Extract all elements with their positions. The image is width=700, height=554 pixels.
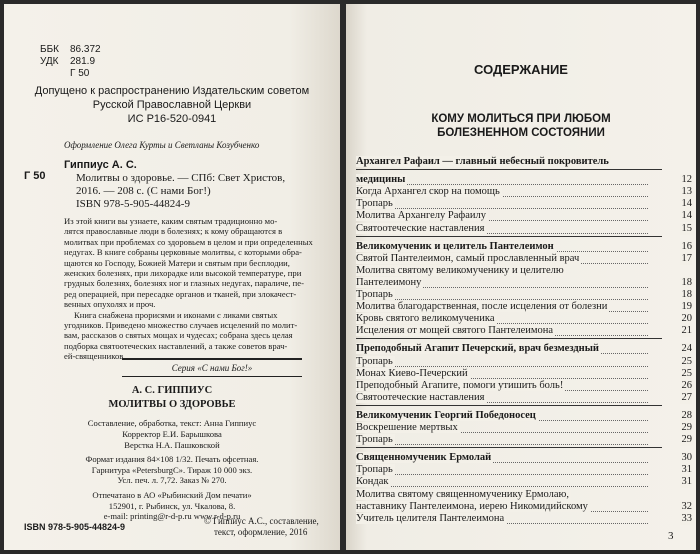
contents-heading: СОДЕРЖАНИЕ bbox=[474, 62, 568, 77]
g50-small: Г 50 bbox=[70, 68, 90, 79]
toc-entry-text: Молитва святому великомученику и целителю bbox=[356, 264, 564, 276]
toc-entry-text: Великомученик Георгий Победоносец bbox=[356, 409, 536, 421]
toc-entry[interactable] bbox=[356, 464, 648, 476]
citation-line: Молитвы о здоровье. — СПб: Свет Христов, bbox=[76, 172, 286, 184]
divider bbox=[122, 376, 302, 377]
toc-entry[interactable] bbox=[356, 392, 648, 404]
toc-page-number: 31 bbox=[681, 476, 692, 488]
section-separator bbox=[356, 405, 662, 406]
annotation-line: Из этой книги вы узнаете, каким святым традиционно мо- bbox=[64, 216, 278, 226]
toc-entry[interactable] bbox=[356, 223, 648, 235]
format-line: Формат издания 84×108 1/32. Печать офсетная. bbox=[85, 454, 259, 464]
toc-entry-text: Воскрешение мертвых bbox=[356, 422, 458, 433]
toc-page-number: 29 bbox=[681, 434, 692, 446]
toc-page-number: 25 bbox=[681, 367, 692, 379]
approval-line: Русской Православной Церкви bbox=[92, 99, 252, 111]
annotation-line: недугах. В книге собраны церковные молитвы, с которыми обра- bbox=[64, 247, 302, 258]
toc-page-number: 17 bbox=[681, 252, 692, 264]
toc-entry[interactable] bbox=[356, 277, 648, 289]
section-separator bbox=[356, 236, 662, 237]
credits-block bbox=[4, 418, 340, 451]
toc-entry-text: Исцеления от мощей святого Пантелеимона bbox=[356, 325, 554, 337]
toc-entry[interactable] bbox=[356, 476, 648, 488]
toc-entry[interactable] bbox=[356, 325, 648, 337]
toc-entry[interactable] bbox=[356, 313, 648, 325]
annotation-line: щаются ко Господу, Божией Матери и святым при бесплодии, bbox=[64, 257, 290, 268]
approval-line: Допущено к распространению Издательским советом bbox=[34, 85, 310, 97]
annotation-line: подборка святоотеческих наставлений, а также советов врач- bbox=[64, 340, 288, 351]
toc-page-number: 24 bbox=[681, 343, 692, 355]
copyright-line: © Гиппиус А.С., составление, bbox=[204, 516, 319, 526]
isbn-bottom: ISBN 978-5-905-44824-9 bbox=[24, 522, 126, 532]
toc-page-number: 18 bbox=[681, 289, 692, 300]
toc-entry-text: Пантелеимону bbox=[356, 276, 422, 288]
toc-entry-text: Учитель целителя Пантелеимона bbox=[356, 512, 505, 524]
toc-entry[interactable] bbox=[356, 174, 648, 186]
section-title-line: КОМУ МОЛИТЬСЯ ПРИ ЛЮБОМ bbox=[431, 113, 611, 125]
udk-value: 281.9 bbox=[70, 56, 96, 67]
annotation-line: вам, рассказов о святых мощах и чудесах; собрана здесь целая bbox=[64, 330, 293, 341]
citation-line: 2016. — 208 с. (С нами Бог!) bbox=[76, 185, 211, 197]
annotation-line: грудных болезнях, болезнях ног и глазных недугах, параличе, пе- bbox=[64, 278, 304, 289]
toc-entry-text: Монах Киево-Печерский bbox=[356, 367, 468, 379]
toc-page-number: 26 bbox=[681, 379, 692, 391]
printer-line: Отпечатано в АО «Рыбинский Дом печати» bbox=[92, 490, 252, 500]
toc-page-number: 19 bbox=[681, 301, 692, 313]
annotation-line: лятся православные люди в болезнях; к кому обращаются в bbox=[64, 226, 283, 237]
annotation-block bbox=[64, 216, 326, 362]
page-number: 3 bbox=[668, 530, 674, 542]
printer-line: e-mail: printing@r-d-p.ru www.r-d-p.ru bbox=[103, 511, 241, 521]
toc-entry[interactable] bbox=[356, 489, 648, 501]
toc-page-number: 21 bbox=[681, 325, 692, 337]
toc-page-number: 20 bbox=[681, 313, 692, 325]
section-title bbox=[346, 112, 696, 140]
toc-page-number: 15 bbox=[681, 222, 692, 234]
divider bbox=[122, 358, 302, 360]
citation-block bbox=[76, 172, 285, 211]
section-separator bbox=[356, 169, 662, 170]
toc-entry-text: Тропарь bbox=[356, 198, 393, 210]
copyright-line: текст, оформление, 2016 bbox=[214, 527, 308, 537]
copyright-block bbox=[204, 516, 319, 538]
toc-entry-text: Молитва Архангелу Рафаилу bbox=[356, 210, 486, 222]
compilation-line: Составление, обработка, текст: Анна Гиппиус bbox=[87, 418, 257, 428]
toc-page-number: 25 bbox=[681, 355, 692, 367]
toc-page-number: 13 bbox=[681, 186, 692, 198]
bbk-label: ББК bbox=[40, 44, 59, 55]
approval-block bbox=[4, 84, 340, 126]
toc-entry-text: Кровь святого великомученика bbox=[356, 313, 495, 325]
toc-entry[interactable] bbox=[356, 410, 648, 422]
contents-page bbox=[346, 4, 696, 550]
toc-entry-text: Тропарь bbox=[356, 289, 393, 300]
toc-page-number: 33 bbox=[681, 512, 692, 524]
bbk-value: 86.372 bbox=[70, 44, 101, 55]
toc-page-number: 30 bbox=[681, 452, 692, 464]
toc-entry-text: Святоотеческие наставления bbox=[356, 391, 485, 403]
toc-entry[interactable] bbox=[356, 501, 648, 513]
book-title: МОЛИТВЫ О ЗДОРОВЬЕ bbox=[108, 399, 236, 410]
book-title-block bbox=[4, 384, 340, 412]
imprint-page bbox=[4, 4, 340, 550]
layout-line: Верстка Н.А. Пашковской bbox=[124, 440, 220, 450]
toc-entry-text: Тропарь bbox=[356, 434, 393, 446]
annotation-line: венных опухолях и проч. bbox=[64, 299, 156, 310]
section-separator bbox=[356, 338, 662, 339]
toc-page-number: 32 bbox=[681, 500, 692, 512]
toc-entry-text: Кондак bbox=[356, 476, 389, 488]
toc-page-number: 14 bbox=[681, 198, 692, 210]
toc-entry[interactable] bbox=[356, 356, 648, 368]
toc-entry-text: Когда Архангел скор на помощь bbox=[356, 186, 500, 198]
annotation-line: Книга снабжена прорисями и иконами с ликами святых bbox=[74, 309, 278, 320]
format-block bbox=[4, 454, 340, 486]
toc-page-number: 28 bbox=[681, 409, 692, 421]
toc-page-number: 18 bbox=[681, 276, 692, 288]
toc-entry-text: Тропарь bbox=[356, 464, 393, 476]
series-line: Серия «С нами Бог!» bbox=[171, 363, 253, 373]
toc-entry[interactable] bbox=[356, 265, 648, 277]
toc-page-number: 29 bbox=[681, 422, 692, 433]
toc-entry-text: Великомученик и целитель Пантелеимон bbox=[356, 240, 554, 252]
toc-entry[interactable] bbox=[356, 513, 648, 525]
toc-entry[interactable] bbox=[356, 253, 648, 265]
author-line: Гиппиус А. С. bbox=[64, 159, 137, 171]
toc-page-number: 12 bbox=[681, 174, 692, 186]
format-line: Усл. печ. л. 7,72. Заказ № 270. bbox=[117, 475, 227, 485]
toc-entry[interactable] bbox=[356, 452, 648, 464]
annotation-line: ред операцией, при пересадке органов и тканей, при злокачест- bbox=[64, 288, 297, 299]
toc-entry[interactable] bbox=[356, 380, 648, 392]
toc-entry-text: наставнику Пантелеимона, иерею Никомидийскому bbox=[356, 500, 588, 512]
annotation-line: ей-священников. bbox=[64, 351, 126, 362]
annotation-line: женских болезнях, при лихорадке или высокой температуре, при bbox=[64, 268, 302, 279]
udk-label: УДК bbox=[40, 56, 59, 67]
section-separator bbox=[356, 447, 662, 448]
design-credit: Оформление Олега Курты и Светланы Козубченко bbox=[64, 140, 260, 150]
toc-entry-text: Преподобный Агапит Печерский, врач безмездный bbox=[356, 343, 599, 355]
toc-entry[interactable] bbox=[356, 301, 648, 313]
toc-page-number: 27 bbox=[681, 391, 692, 403]
corrector-line: Корректор Е.И. Барышкова bbox=[122, 429, 222, 439]
format-line: Гарнитура «PetersburgC». Тираж 10 000 экз. bbox=[91, 464, 253, 475]
isbn-line: ISBN 978-5-905-44824-9 bbox=[76, 198, 190, 210]
toc-entry-text: Тропарь bbox=[356, 355, 393, 367]
toc-entry[interactable] bbox=[356, 434, 648, 446]
toc-entry[interactable] bbox=[356, 422, 648, 434]
printer-line: 152901, г. Рыбинск, ул. Чкалова, 8. bbox=[108, 500, 236, 511]
toc-entry-text: медицины bbox=[356, 174, 406, 186]
toc-entry-text: Архангел Рафаил — главный небесный покровитель bbox=[356, 156, 609, 167]
toc-entry-text: Святоотеческие наставления bbox=[356, 222, 485, 234]
toc-entry[interactable] bbox=[356, 241, 648, 253]
toc-page-number: 31 bbox=[681, 464, 692, 476]
toc-page-number: 14 bbox=[681, 210, 692, 222]
toc-entry-text: Преподобный Агапите, помоги утишить боль! bbox=[356, 379, 564, 391]
toc-entry[interactable] bbox=[356, 343, 648, 355]
toc-entry[interactable] bbox=[356, 156, 648, 168]
toc-entry-text: Молитва святому священномученику Ермолаю, bbox=[356, 488, 569, 500]
toc-entry[interactable] bbox=[356, 368, 648, 380]
toc-entry[interactable] bbox=[356, 289, 648, 301]
toc-entry[interactable] bbox=[356, 210, 648, 222]
g50-side: Г 50 bbox=[24, 170, 46, 182]
toc-entry-text: Священномученик Ермолай bbox=[356, 452, 492, 464]
toc-entry[interactable] bbox=[356, 198, 648, 210]
approval-line: ИС Р16-520-0941 bbox=[127, 113, 217, 125]
toc-entry-text: Святой Пантелеимон, самый прославленный врач bbox=[356, 252, 580, 264]
section-title-line: БОЛЕЗНЕННОМ СОСТОЯНИИ bbox=[437, 127, 605, 139]
annotation-line: молитвах при проблемах со здоровьем в целом и при определенных bbox=[64, 236, 313, 247]
toc-entry[interactable] bbox=[356, 186, 648, 198]
annotation-line: угодников. Приведено множество случаев исцелений по молит- bbox=[64, 320, 298, 331]
toc-page-number: 16 bbox=[681, 240, 692, 252]
author-caps: А. С. ГИППИУС bbox=[131, 385, 213, 396]
toc-entry-text: Молитва благодарственная, после исцеления от болезни bbox=[356, 301, 608, 313]
